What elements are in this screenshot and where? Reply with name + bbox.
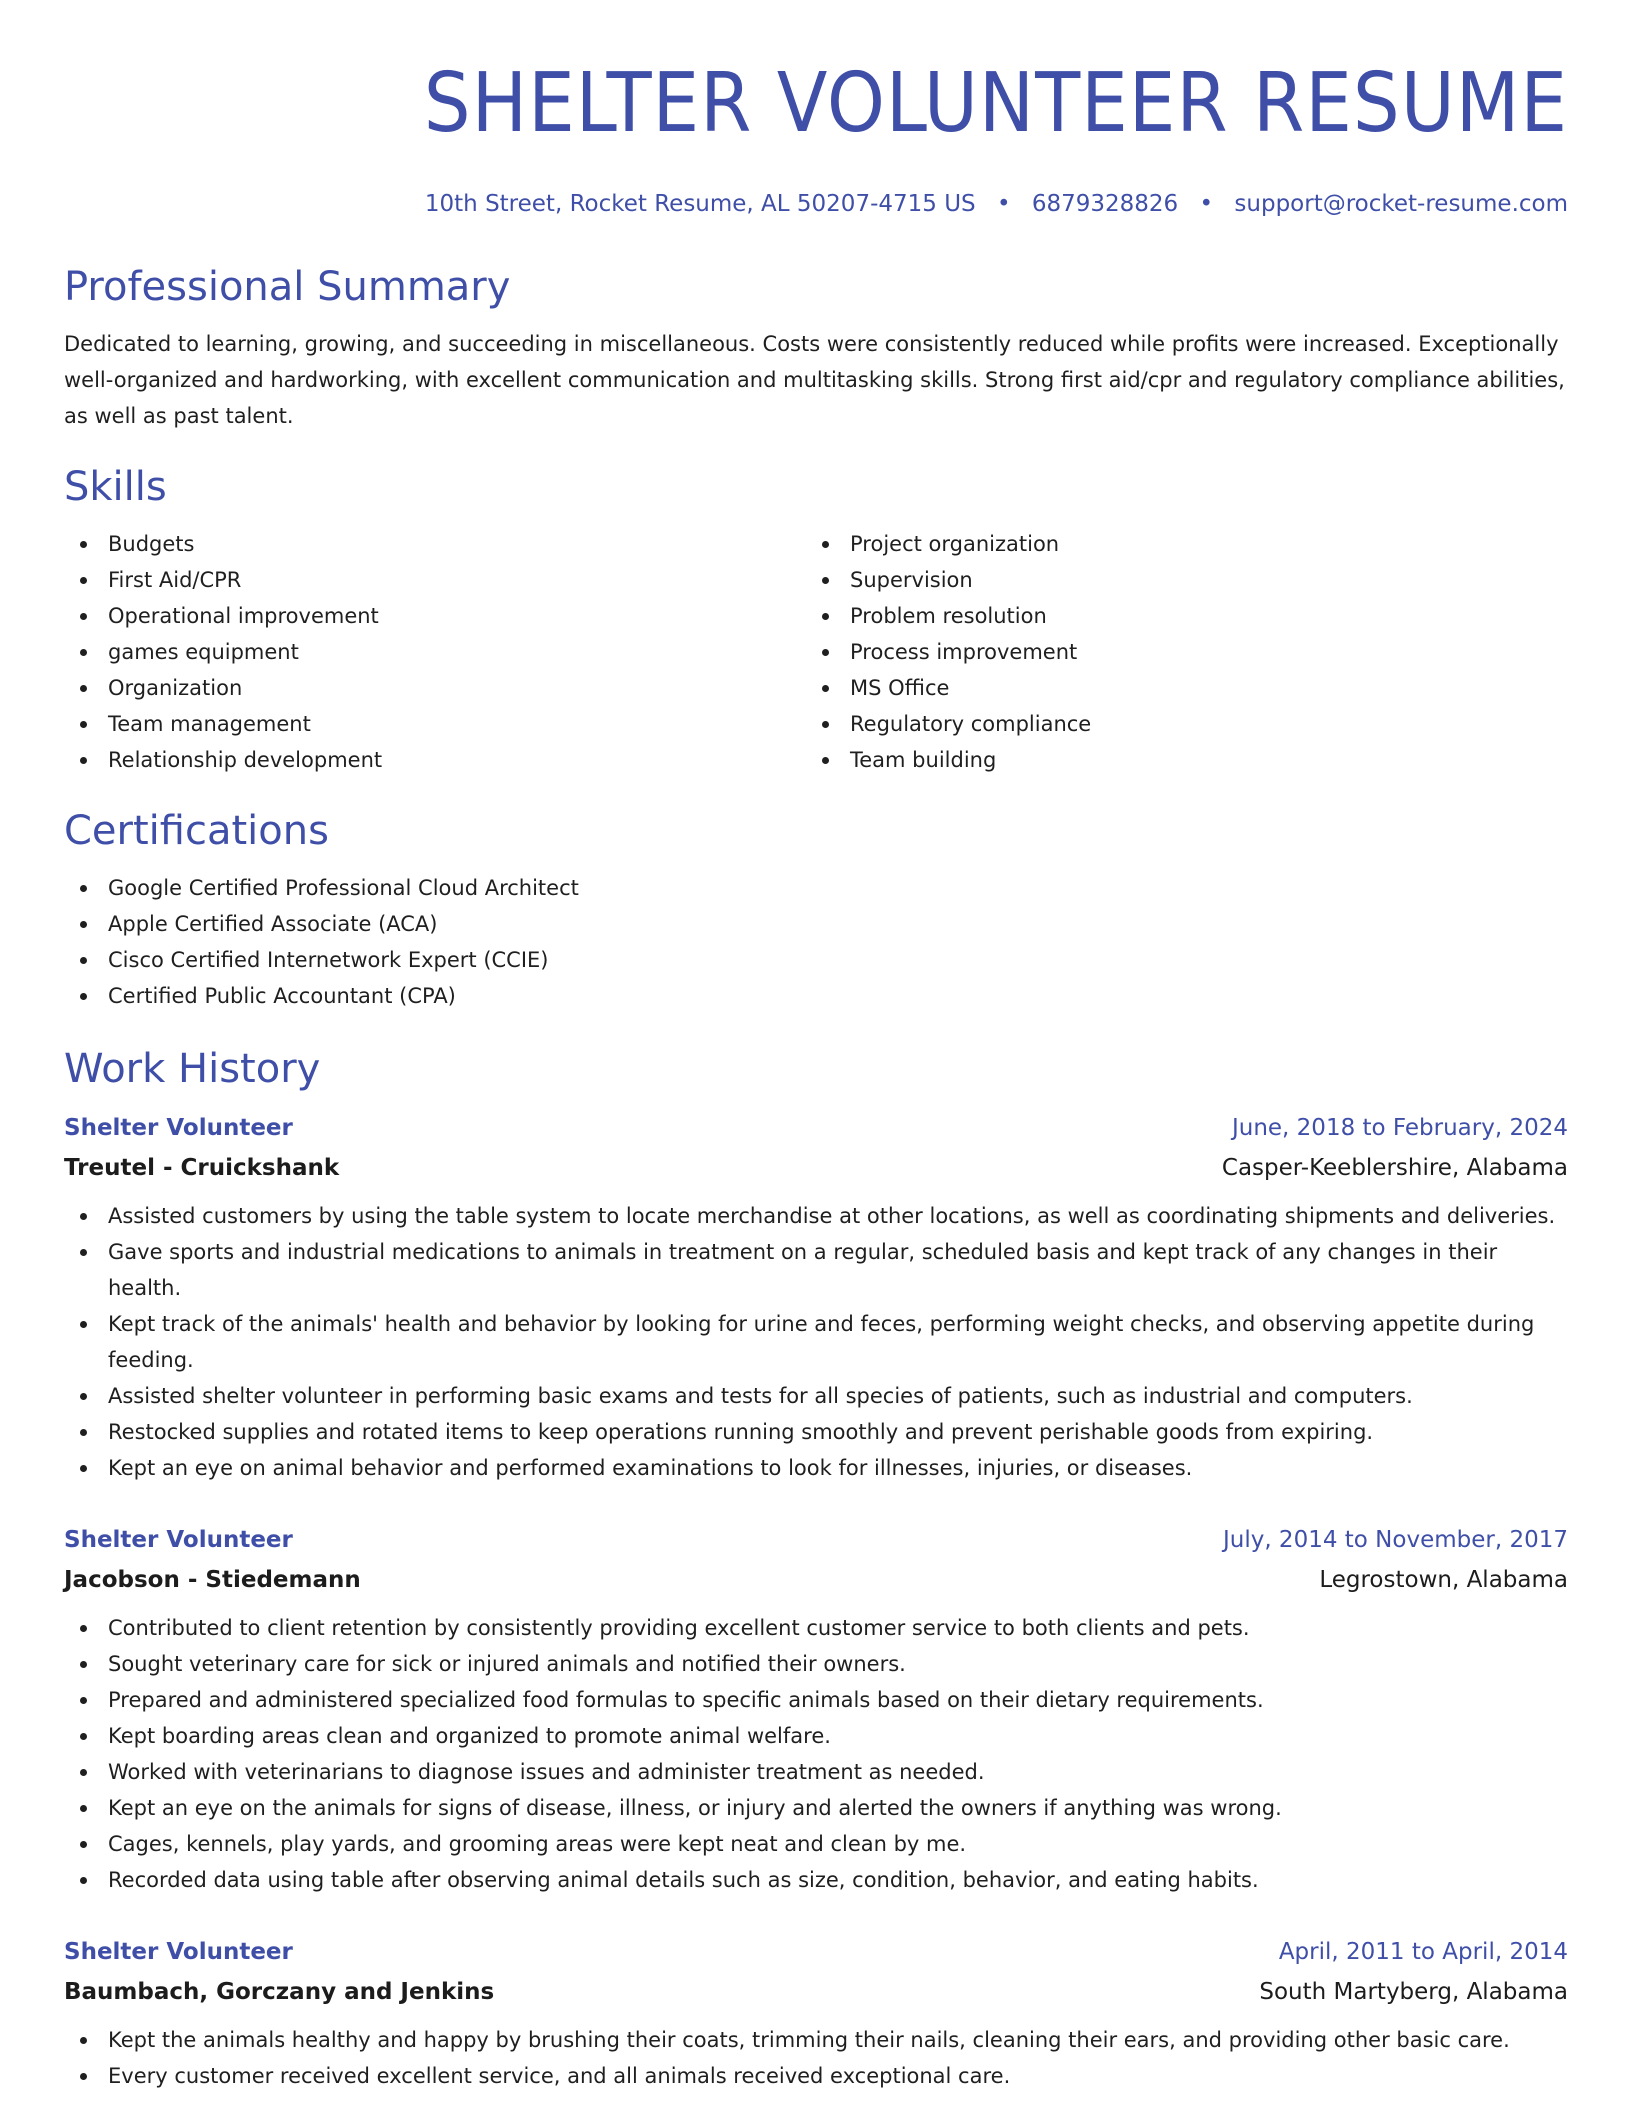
job-location: Casper-Keeblershire, Alabama	[1221, 1155, 1568, 1181]
certification-item: Google Certified Professional Cloud Architect	[64, 870, 1568, 906]
skill-item: Process improvement	[806, 634, 1548, 670]
job-company-row	[64, 1560, 1568, 1600]
job-bullet: Kept an eye on the animals for signs of disease, illness, or injury and alerted the owners if anything was wrong.	[64, 1790, 1568, 1826]
job-bullet: Every customer received excellent service, and all animals received exceptional care.	[64, 2058, 1568, 2094]
contact-line	[64, 192, 1568, 216]
job-dates: July, 2014 to November, 2017	[1222, 1527, 1568, 1553]
skill-item: Operational improvement	[64, 598, 806, 634]
job-bullet: Kept track of the animals' health and behavior by looking for urine and feces, performing weight checks, and observing appetite during feeding.	[64, 1306, 1568, 1378]
contact-phone: 6879328826	[1031, 191, 1179, 217]
resume-title: SHELTER VOLUNTEER RESUME	[423, 56, 1568, 151]
skill-item: Organization	[64, 670, 806, 706]
certification-item: Cisco Certified Internetwork Expert (CCIE)	[64, 942, 1568, 978]
skills-columns	[64, 526, 1568, 778]
job-dates: April, 2011 to April, 2014	[1278, 1939, 1568, 1965]
job-bullet: Recorded data using table after observing animal details such as size, condition, behavior, and eating habits.	[64, 1862, 1568, 1898]
job-header-row	[64, 1932, 1568, 1972]
certification-item: Certified Public Accountant (CPA)	[64, 978, 1568, 1014]
contact-separator: •	[996, 191, 1011, 217]
job-entry	[64, 1932, 1568, 2094]
certification-item: Apple Certified Associate (ACA)	[64, 906, 1568, 942]
skill-item: games equipment	[64, 634, 806, 670]
job-company-row	[64, 1972, 1568, 2012]
skill-item: Budgets	[64, 526, 806, 562]
job-bullet: Sought veterinary care for sick or injured animals and notified their owners.	[64, 1646, 1568, 1682]
job-company-row	[64, 1148, 1568, 1188]
job-bullet: Contributed to client retention by consistently providing excellent customer service to both clients and pets.	[64, 1610, 1568, 1646]
skill-item: Team management	[64, 706, 806, 742]
job-bullet: Worked with veterinarians to diagnose issues and administer treatment as needed.	[64, 1754, 1568, 1790]
certifications-heading: Certifications	[64, 808, 329, 854]
job-company: Baumbach, Gorczany and Jenkins	[64, 1979, 495, 2005]
skills-list-right	[806, 526, 1548, 778]
job-entry	[64, 1520, 1568, 1898]
job-header-row	[64, 1520, 1568, 1560]
job-bullet: Restocked supplies and rotated items to keep operations running smoothly and prevent perishable goods from expiring.	[64, 1414, 1568, 1450]
job-bullet: Kept boarding areas clean and organized to promote animal welfare.	[64, 1718, 1568, 1754]
certifications-list	[64, 870, 1568, 1014]
job-bullet: Kept the animals healthy and happy by brushing their coats, trimming their nails, cleaning their ears, and providing other basic care.	[64, 2022, 1568, 2058]
work-history-heading: Work History	[64, 1046, 321, 1092]
skill-item: MS Office	[806, 670, 1548, 706]
job-location: Legrostown, Alabama	[1319, 1567, 1568, 1593]
skill-item: Problem resolution	[806, 598, 1548, 634]
skill-item: Team building	[806, 742, 1548, 778]
skill-item: Relationship development	[64, 742, 806, 778]
skill-item: Supervision	[806, 562, 1548, 598]
job-company: Jacobson - Stiedemann	[64, 1567, 361, 1593]
job-bullet: Gave sports and industrial medications to animals in treatment on a regular, scheduled basis and kept track of any changes in their health.	[64, 1234, 1568, 1306]
job-bullet: Cages, kennels, play yards, and grooming areas were kept neat and clean by me.	[64, 1826, 1568, 1862]
summary-heading: Professional Summary	[64, 264, 511, 310]
job-header-row	[64, 1108, 1568, 1148]
skill-item: First Aid/CPR	[64, 562, 806, 598]
skill-item: Regulatory compliance	[806, 706, 1548, 742]
job-title: Shelter Volunteer	[64, 1527, 293, 1553]
contact-address: 10th Street, Rocket Resume, AL 50207-4715 US	[424, 191, 976, 217]
job-bullet: Assisted shelter volunteer in performing basic exams and tests for all species of patients, such as industrial and computers.	[64, 1378, 1568, 1414]
job-title: Shelter Volunteer	[64, 1115, 293, 1141]
job-bullets	[64, 1610, 1568, 1898]
job-location: South Martyberg, Alabama	[1259, 1979, 1568, 2005]
contact-email[interactable]: support@rocket-resume.com	[1234, 191, 1568, 217]
skill-item: Project organization	[806, 526, 1548, 562]
job-bullet: Kept an eye on animal behavior and performed examinations to look for illnesses, injuries, or diseases.	[64, 1450, 1568, 1486]
skills-heading: Skills	[64, 464, 167, 510]
job-entry	[64, 1108, 1568, 1486]
job-title: Shelter Volunteer	[64, 1939, 293, 1965]
job-bullet: Assisted customers by using the table system to locate merchandise at other locations, as well as coordinating shipments and deliveries.	[64, 1198, 1568, 1234]
job-dates: June, 2018 to February, 2024	[1231, 1115, 1568, 1141]
job-bullets	[64, 1198, 1568, 1486]
job-bullets	[64, 2022, 1568, 2094]
contact-separator: •	[1199, 191, 1214, 217]
job-bullet: Prepared and administered specialized food formulas to specific animals based on their dietary requirements.	[64, 1682, 1568, 1718]
job-company: Treutel - Cruickshank	[64, 1155, 340, 1181]
summary-text: Dedicated to learning, growing, and succeeding in miscellaneous. Costs were consistently reduced while profits were increased. Exceptionally well-organized and hardworking, with excellent communication and multitasking skills. Strong first aid/cpr and regulatory compliance abilities, as well as past talent.	[64, 332, 1565, 428]
skills-list-left	[64, 526, 806, 778]
